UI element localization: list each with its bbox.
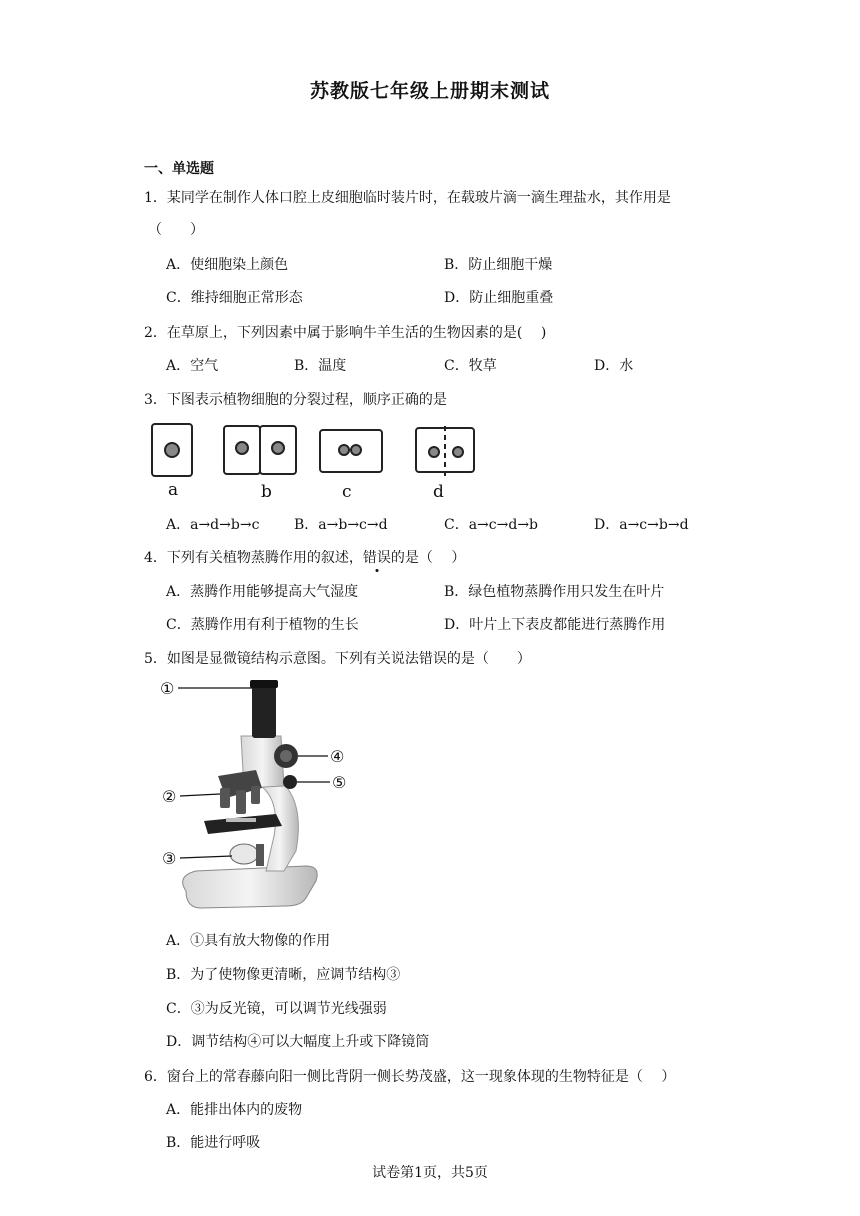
label-5: ⑤	[332, 773, 347, 792]
option-d: D．调节结构④可以大幅度上升或下降镜筒	[166, 1034, 430, 1050]
option-c: C．③为反光镜，可以调节光线强弱	[166, 1001, 387, 1017]
section-heading: 一、单选题	[144, 161, 214, 177]
option-a: A．空气	[166, 358, 219, 374]
label-4: ④	[330, 747, 345, 766]
question-6	[144, 1066, 675, 1086]
figure-label-c: c	[342, 482, 352, 500]
option-d: D．防止细胞重叠	[444, 290, 554, 306]
option-b: B．能进行呼吸	[166, 1135, 261, 1151]
option-d: D．a→c→b→d	[594, 517, 689, 533]
option-b: B．温度	[294, 358, 347, 374]
question-text: 窗台上的常春藤向阳一侧比背阴一侧长势茂盛，这一现象体现的生物特征是（ ）	[166, 1069, 676, 1085]
label-1: ①	[160, 679, 175, 698]
option-c: C．维持细胞正常形态	[166, 290, 303, 306]
option-b: B．为了使物像更清晰，应调节结构③	[166, 967, 401, 983]
emphasis-text: 错误	[362, 550, 391, 566]
option-d: D．叶片上下表皮都能进行蒸腾作用	[444, 617, 666, 633]
option-a: A．①具有放大物像的作用	[166, 933, 331, 949]
question-4	[144, 547, 465, 567]
question-number: 1．	[144, 190, 167, 206]
option-c: C．a→c→d→b	[444, 517, 539, 533]
question-3	[144, 389, 447, 409]
question-text: 如图是显微镜结构示意图。下列有关说法错误的是（ ）	[166, 651, 531, 667]
figure-label-a: a	[168, 480, 179, 500]
question-text: 某同学在制作人体口腔上皮细胞临时装片时，在载玻片滴一滴生理盐水，其作用是	[166, 190, 671, 206]
label-2: ②	[162, 787, 177, 806]
page-title: 苏教版七年级上册期末测试	[309, 80, 550, 102]
microscope-figure	[156, 676, 356, 916]
question-number: 4．	[144, 550, 167, 566]
question-number: 6．	[144, 1069, 167, 1085]
question-text: 下列有关植物蒸腾作用的叙述，	[166, 550, 363, 566]
cell-division-figure	[146, 420, 486, 500]
question-text: 下图表示植物细胞的分裂过程，顺序正确的是	[166, 392, 447, 408]
question-text-tail: 的是（ ）	[390, 550, 466, 566]
figure-label-b: b	[261, 482, 272, 500]
option-c: C．蒸腾作用有利于植物的生长	[166, 617, 359, 633]
option-a: A．使细胞染上颜色	[166, 257, 289, 273]
question-1-bracket: （ ）	[148, 222, 204, 238]
label-3: ③	[162, 849, 177, 868]
page-footer: 试卷第1页，共5页	[372, 1165, 488, 1181]
question-5	[144, 648, 531, 668]
option-a: A．能排出体内的废物	[166, 1102, 303, 1118]
question-number: 5．	[144, 651, 167, 667]
option-a: A．a→d→b→c	[166, 517, 260, 533]
option-b: B．绿色植物蒸腾作用只发生在叶片	[444, 584, 665, 600]
question-number: 2．	[144, 325, 167, 341]
option-b: B．a→b→c→d	[294, 517, 388, 533]
question-2	[144, 322, 546, 342]
question-number: 3．	[144, 392, 167, 408]
option-c: C．牧草	[444, 358, 497, 374]
question-text: 在草原上，下列因素中属于影响牛羊生活的生物因素的是( )	[166, 325, 547, 341]
option-a: A．蒸腾作用能够提高大气湿度	[166, 584, 359, 600]
question-1	[144, 187, 671, 207]
option-b: B．防止细胞干燥	[444, 257, 553, 273]
figure-label-d: d	[433, 482, 444, 500]
option-d: D．水	[594, 358, 634, 374]
